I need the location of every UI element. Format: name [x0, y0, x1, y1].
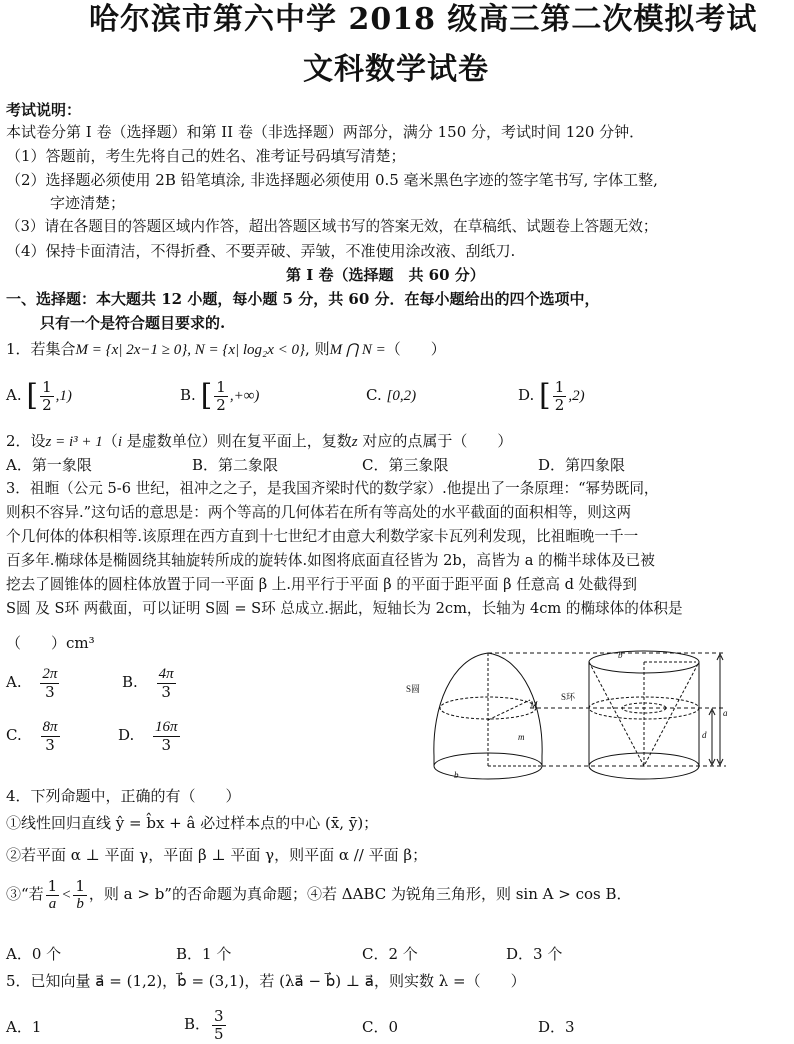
q3-line-3: 个几何体的体积相等.该原理在西方直到十七世纪才由意大利数学家卡瓦列利发现，比祖暅晚一千一	[6, 528, 639, 545]
part1-instructions-cont: 只有一个是符合题目要求的.	[40, 314, 226, 332]
fig-label-b-top: b	[618, 650, 623, 660]
q4-option-c: C．2 个	[362, 945, 418, 963]
q3-figure	[406, 648, 746, 783]
q1-option-b-label: B.	[180, 386, 196, 404]
q4-proposition-1: ①线性回归直线 ŷ = b̂x + â 必过样本点的中心 (x̄, ȳ)；	[6, 814, 379, 832]
q1-option-c	[366, 372, 416, 419]
q3-option-c-fraction: $\frac{8\pi}{3}$	[42, 718, 58, 754]
instruction-item-2-cont: 字迹清楚；	[50, 194, 126, 212]
fig-label-M: M	[530, 700, 538, 710]
instructions-intro: 本试卷分第 I 卷（选择题）和第 II 卷（非选择题）两部分，满分 150 分，考试时间 120 分钟．	[6, 123, 645, 141]
part1-instructions: 一、选择题：本大题共 12 小题，每小题 5 分，共 60 分．在每小题给出的四个选项中，	[6, 290, 600, 308]
q2-prefix: 2．设	[6, 432, 46, 450]
q1-option-b-bracket: [	[200, 378, 213, 413]
fig-label-s-circle: S圆	[406, 684, 421, 694]
q3-option-c	[6, 713, 62, 757]
fig-label-d: d	[702, 730, 707, 740]
q3-option-a	[6, 660, 61, 704]
q1-option-b-rest: ,+∞)	[229, 388, 260, 404]
q5-option-c: C．0	[362, 1018, 399, 1036]
q2-option-d: D．第四象限	[538, 456, 626, 474]
q3-option-b	[122, 660, 178, 704]
q1-option-d-bracket: [	[539, 378, 551, 413]
q2-end: 对应的点属于（ ）	[357, 432, 513, 450]
q4-proposition-3-4	[6, 872, 632, 917]
fig-label-s-ring: S环	[561, 692, 576, 702]
fig-label-a: a	[723, 708, 728, 718]
q2-z: z	[351, 434, 358, 450]
q3-option-c-label: C.	[6, 726, 22, 744]
q5-option-b	[184, 1004, 228, 1044]
q2-i: i	[117, 434, 122, 450]
q4-option-d: D．3 个	[506, 945, 563, 963]
q5-option-b-fraction: $\frac{3}{5}$	[214, 1006, 224, 1043]
q1-option-d	[518, 372, 585, 419]
q2-option-c: C．第三象限	[362, 456, 449, 474]
q1-option-c-label: C.	[366, 386, 382, 404]
q1-option-d-label: D.	[518, 386, 535, 404]
q3-line-1: 3．祖暅（公元 5-6 世纪，祖冲之之子，是我国齐梁时代的数学家）.他提出了一条原理：“幂势既同，	[6, 480, 659, 497]
q4-p3-prefix: ③“若	[6, 885, 44, 903]
q1-option-a-bracket: [	[26, 378, 39, 413]
half-ellipsoid-slant	[488, 700, 530, 720]
q5-option-d: D．3	[538, 1018, 575, 1036]
instruction-item-2: （2）选择题必须使用 2B 铅笔填涂, 非选择题必须使用 0.5 毫米黑色字迹的签字笔书写, 字体工整,	[6, 171, 658, 189]
question-4-stem: 4．下列命题中，正确的有（ ）	[6, 787, 241, 805]
q1-option-d-rest: ,2)	[568, 388, 585, 404]
q3-line-6: S圆 及 S环 两截面，可以证明 S圆 = S环 总成立.据此，短轴长为 2cm，长轴为 4cm 的椭球体的体积是	[6, 600, 683, 617]
q3-line-2: 则积不容异.”这句话的意思是：两个等高的几何体若在所有等高处的水平截面的面积相等，则这两	[6, 504, 632, 521]
q2-mid: 是虚数单位）则在复平面上，复数	[121, 432, 352, 450]
q3-option-a-label: A.	[6, 673, 22, 691]
q3-line-7: （ ）cm³	[6, 634, 95, 652]
fig-label-b-bottom: b	[454, 770, 459, 780]
q1-option-a	[6, 372, 72, 419]
q4-option-b: B．1 个	[176, 945, 232, 963]
q1-option-a-rest: ,1)	[55, 388, 72, 404]
q2-option-a: A．第一象限	[6, 456, 92, 474]
q1-option-d-fraction: $\frac{1}{2}$	[554, 377, 565, 414]
q1-option-b-fraction: $\frac{1}{2}$	[216, 377, 226, 414]
instruction-item-4: （4）保持卡面清洁，不得折叠、不要弄破、弄皱，不准使用涂改液、刮纸刀.	[6, 242, 516, 260]
instruction-item-3: （3）请在各题目的答题区域内作答，超出答题区域书写的答案无效，在草稿纸、试题卷上答题无效；	[6, 218, 658, 235]
q2-paren-open: （	[102, 432, 118, 450]
q2-math: z = i³ + 1	[45, 434, 103, 450]
q1-option-a-fraction: $\frac{1}{2}$	[42, 377, 52, 414]
fig-label-m: m	[518, 732, 525, 742]
q2-option-b: B．第二象限	[192, 456, 279, 474]
q3-option-b-label: B.	[122, 673, 138, 691]
question-5-stem: 5．已知向量 a⃗ = (1,2)，b⃗ = (3,1)，若 (λa⃗ − b⃗) ⊥ a⃗，则实数 λ =（ ）	[6, 972, 526, 990]
q1-option-a-label: A.	[6, 386, 22, 404]
question-1-stem	[6, 339, 446, 360]
q3-option-b-fraction: $\frac{4\pi}{3}$	[158, 665, 174, 701]
q1-sets-math: M = {x| 2x−1 ≥ 0}, N = {x| log₂x < 0}	[75, 342, 306, 358]
q3-line-4: 百多年.椭球体是椭圆绕其轴旋转所成的旋转体.如图将底面直径皆为 2b，高皆为 a 的椭半球体及已被	[6, 552, 655, 569]
instruction-item-1: （1）答题前，考生先将自己的姓名、准考证号码填写清楚；	[6, 147, 406, 165]
q4-proposition-2: ②若平面 α ⊥ 平面 γ，平面 β ⊥ 平面 γ，则平面 α // 平面 β；	[6, 846, 428, 864]
q3-line-5: 挖去了圆锥体的圆柱体放置于同一平面 β 上.用平行于平面 β 的平面于距平面 β 任意高 d 处截得到	[6, 576, 637, 593]
q1-mid: , 则	[305, 340, 330, 358]
q4-option-a: A．0 个	[6, 945, 62, 963]
q4-p3-fraction-b: $\frac{1}{b}$	[75, 876, 85, 912]
q5-option-a: A．1	[6, 1018, 42, 1036]
q1-answer-blank: （ ）	[385, 340, 446, 358]
q3-option-a-fraction: $\frac{2\pi}{3}$	[42, 665, 58, 701]
exam-subtitle: 文科数学试卷	[303, 52, 489, 87]
q1-intersection: M ⋂ N =	[329, 342, 386, 358]
question-2-stem	[6, 431, 512, 452]
q4-p3-fraction-a: $\frac{1}{a}$	[47, 876, 58, 912]
q3-option-d-fraction: $\frac{16\pi}{3}$	[155, 718, 178, 754]
q3-option-d	[118, 713, 182, 757]
q4-p3-less-than: <	[61, 887, 72, 903]
instructions-heading: 考试说明：	[6, 101, 82, 119]
q1-prefix: 1．若集合	[6, 340, 76, 358]
section-title: 第 I 卷（选择题 共 60 分）	[286, 266, 485, 284]
exam-title: 哈尔滨市第六中学 2018 级高三第二次模拟考试	[89, 2, 758, 37]
q4-p3-rest: ，则 a > b”的否命题为真命题；④若 ΔABC 为锐角三角形，则 sin A > cos B．	[88, 885, 632, 903]
q1-option-b	[180, 372, 259, 419]
q3-option-d-label: D.	[118, 726, 135, 744]
q1-option-c-text: [0,2)	[386, 388, 417, 404]
q5-option-b-label: B．	[184, 1015, 211, 1033]
